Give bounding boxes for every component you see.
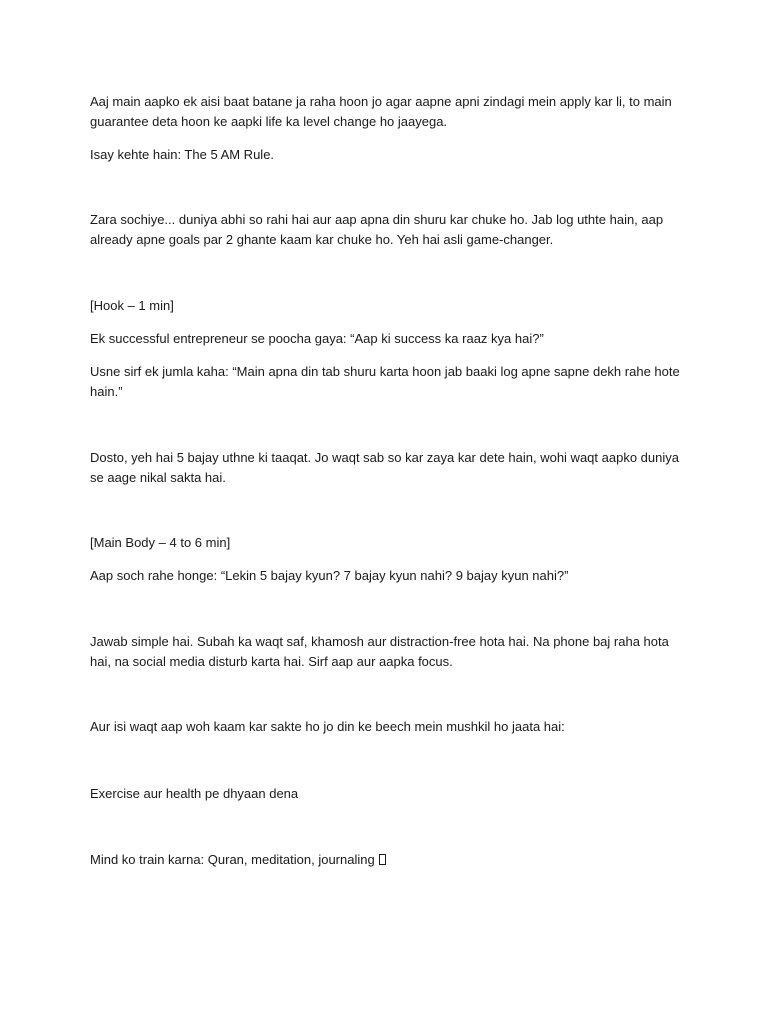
- list-item-exercise: Exercise aur health pe dhyaan dena: [90, 786, 299, 801]
- list-item-mind-training: [90, 850, 690, 870]
- paragraph-entrepreneur-question: Ek successful entrepreneur se poocha gaya: “Aap ki success ka raaz kya hai?”: [90, 331, 544, 346]
- paragraph-power: Dosto, yeh hai 5 bajay uthne ki taaqat. Jo waqt sab so kar zaya kar dete hain, wohi waqt aapko duniya se aage nikal sakta hai.: [90, 450, 679, 485]
- paragraph-entrepreneur-answer: Usne sirf ek jumla kaha: “Main apna din tab shuru karta hoon jab baaki log apne sapne dekh rahe hote hain.”: [90, 364, 680, 399]
- paragraph-intro: Aaj main aapko ek aisi baat batane ja raha hoon jo agar aapne apni zindagi mein apply kar li, to main guarantee deta hoon ke aapki life ka level change ho jaayega.: [90, 94, 672, 129]
- paragraph-answer-simple: Jawab simple hai. Subah ka waqt saf, khamosh aur distraction-free hota hai. Na phone baj raha hota hai, na social media disturb karta hai. Sirf aap aur aapka focus.: [90, 634, 669, 669]
- paragraph-rule-name: Isay kehte hain: The 5 AM Rule.: [90, 147, 275, 162]
- paragraph-imagine: Zara sochiye... duniya abhi so rahi hai aur aap apna din shuru kar chuke ho. Jab log uthte hain, aap already apne goals par 2 ghante kaam kar chuke ho. Yeh hai asli game-changer.: [90, 212, 664, 247]
- paragraph-tasks-intro: Aur isi waqt aap woh kaam kar sakte ho jo din ke beech mein mushkil ho jaata hai:: [90, 719, 565, 734]
- section-heading-hook: [Hook – 1 min]: [90, 298, 174, 313]
- section-heading-main-body: [Main Body – 4 to 6 min]: [90, 535, 231, 550]
- box-glyph-icon: [379, 854, 386, 865]
- paragraph-why-5: Aap soch rahe honge: “Lekin 5 bajay kyun? 7 bajay kyun nahi? 9 bajay kyun nahi?”: [90, 568, 569, 583]
- list-item-mind-training-text: Mind ko train karna: Quran, meditation, journaling: [90, 852, 375, 867]
